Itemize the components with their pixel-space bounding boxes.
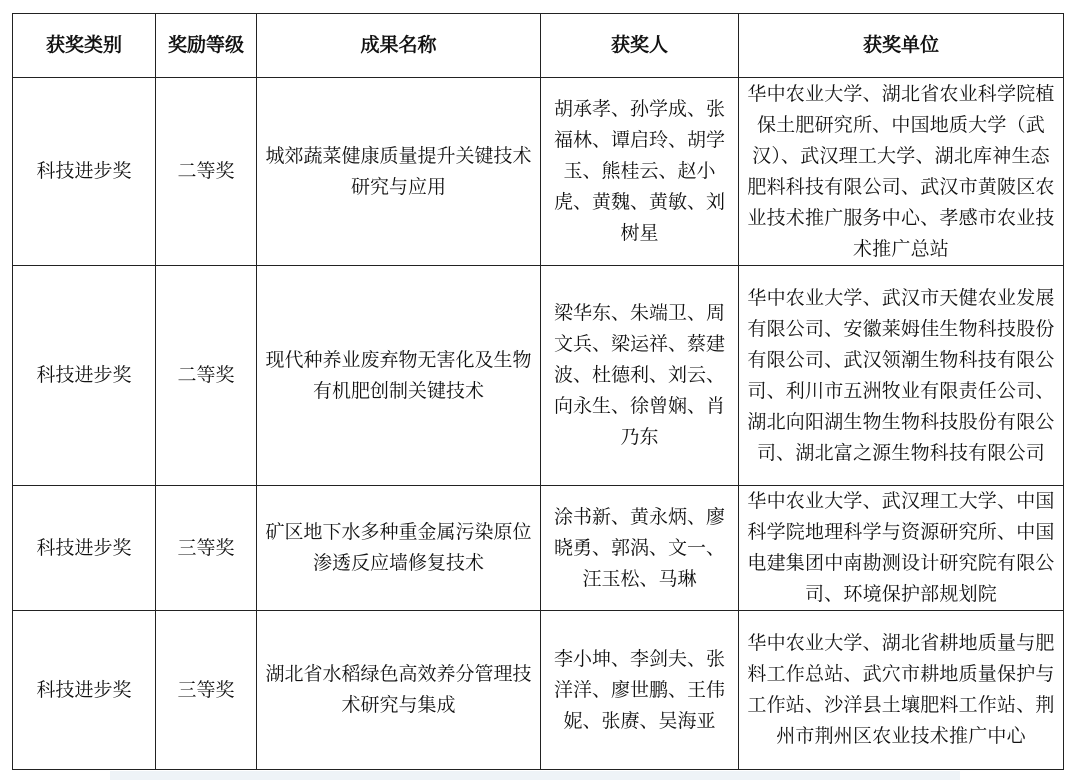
cell-category: 科技进步奖 [13,486,156,611]
cell-units: 华中农业大学、湖北省耕地质量与肥料工作总站、武穴市耕地质量保护与工作站、沙洋县土壤肥料工作站、荆州市荆州区农业技术推广中心 [739,611,1064,770]
table-row [13,78,1064,266]
cell-people: 涂书新、黄永炳、廖晓勇、郭涡、文一、汪玉松、马琳 [541,486,739,611]
cell-category: 科技进步奖 [13,266,156,486]
header-people: 获奖人 [541,14,739,78]
table-row [13,611,1064,770]
cell-level: 三等奖 [156,486,257,611]
cell-title: 湖北省水稻绿色高效养分管理技术研究与集成 [257,611,541,770]
awards-table [12,13,1064,770]
cell-title: 城郊蔬菜健康质量提升关键技术研究与应用 [257,78,541,266]
cell-units: 华中农业大学、武汉市天健农业发展有限公司、安徽莱姆佳生物科技股份有限公司、武汉领潮生物科技有限公司、利川市五洲牧业有限责任公司、湖北向阳湖生物生物科技股份有限公司、湖北富之源生物科技有限公司 [739,266,1064,486]
table-header-row [13,14,1064,78]
cell-title: 现代种养业废弃物无害化及生物有机肥创制关键技术 [257,266,541,486]
header-title: 成果名称 [257,14,541,78]
cell-units: 华中农业大学、武汉理工大学、中国科学院地理科学与资源研究所、中国电建集团中南勘测设计研究院有限公司、环境保护部规划院 [739,486,1064,611]
cell-title: 矿区地下水多种重金属污染原位渗透反应墙修复技术 [257,486,541,611]
page-bottom-strip [110,771,960,780]
table-row [13,486,1064,611]
cell-level: 二等奖 [156,78,257,266]
header-units: 获奖单位 [739,14,1064,78]
cell-people: 胡承孝、孙学成、张福林、谭启玲、胡学玉、熊桂云、赵小虎、黄魏、黄敏、刘树星 [541,78,739,266]
cell-level: 三等奖 [156,611,257,770]
cell-level: 二等奖 [156,266,257,486]
header-category: 获奖类别 [13,14,156,78]
cell-units: 华中农业大学、湖北省农业科学院植保土肥研究所、中国地质大学（武汉）、武汉理工大学、湖北库神生态肥料科技有限公司、武汉市黄陂区农业技术推广服务中心、孝感市农业技术推广总站 [739,78,1064,266]
cell-people: 李小坤、李剑夫、张洋洋、廖世鹏、王伟妮、张赓、吴海亚 [541,611,739,770]
cell-category: 科技进步奖 [13,611,156,770]
header-level: 奖励等级 [156,14,257,78]
cell-category: 科技进步奖 [13,78,156,266]
table-row [13,266,1064,486]
cell-people: 梁华东、朱端卫、周文兵、梁运祥、蔡建波、杜德利、刘云、向永生、徐曾娴、肖乃东 [541,266,739,486]
